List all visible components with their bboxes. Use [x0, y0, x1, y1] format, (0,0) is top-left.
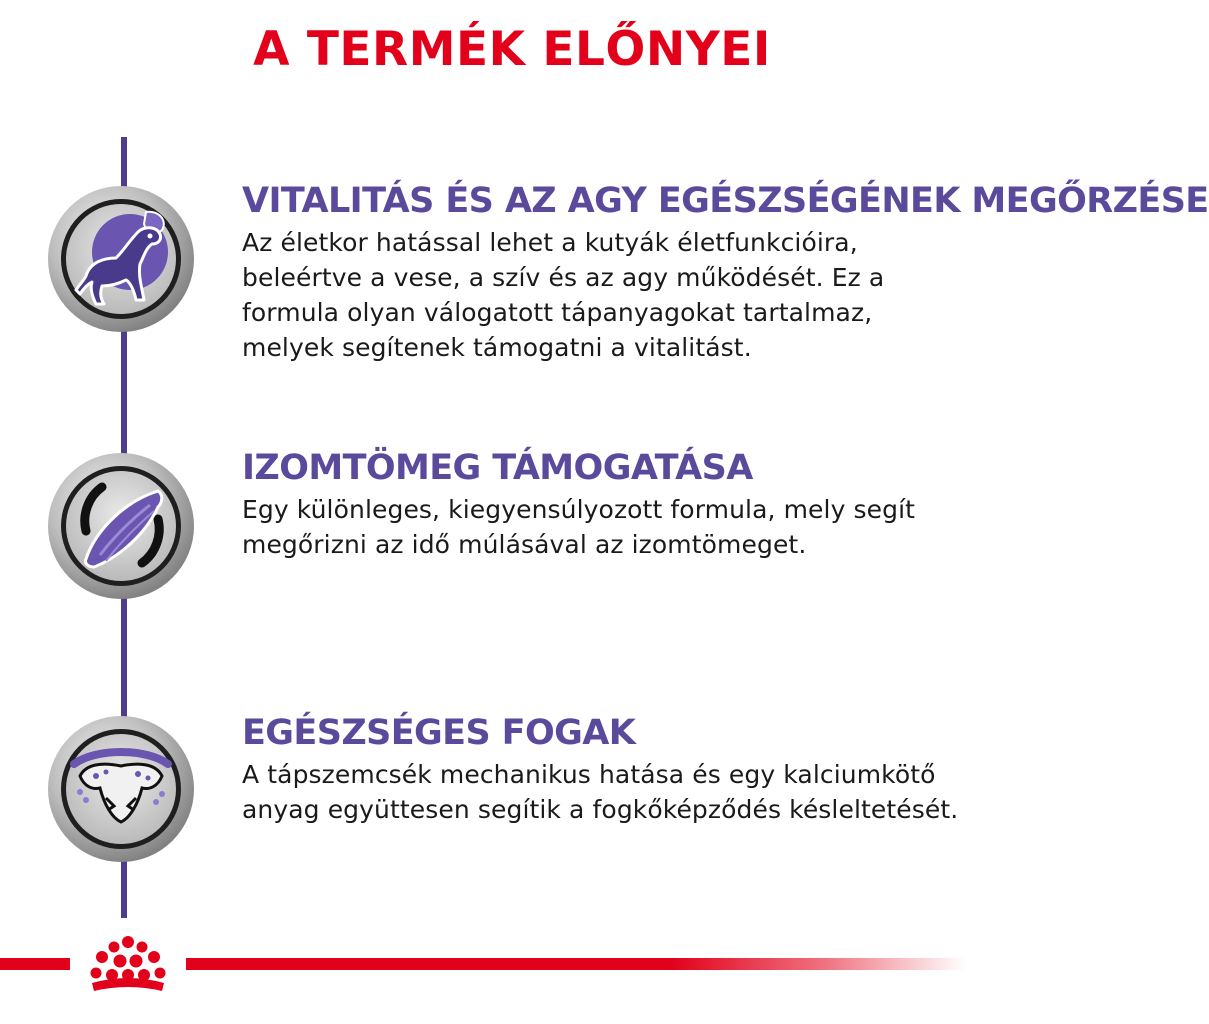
- benefit-heading: IZOMTÖMEG TÁMOGATÁSA: [242, 448, 753, 488]
- timeline-segment: [121, 860, 127, 918]
- benefit-text: Egy különleges, kiegyensúlyozott formula, mely segít megőrizni az idő múlásával az izomtömeget.: [242, 495, 916, 559]
- benefit-teeth: [242, 712, 1012, 827]
- teeth-icon: [46, 714, 196, 864]
- footer-band-left: [0, 958, 70, 970]
- dog-brain-icon: [46, 184, 196, 334]
- muscle-icon: [46, 451, 196, 601]
- benefit-vitality: [242, 180, 1209, 365]
- timeline-segment: [121, 592, 127, 730]
- footer-band-right: [186, 958, 966, 970]
- benefit-text: A tápszemcsék mechanikus hatása és egy kalciumkötő anyag együttesen segítik a fogkőképződés késleltetését.: [242, 760, 959, 824]
- benefit-heading: VITALITÁS ÉS AZ AGY EGÉSZSÉGÉNEK MEGŐRZÉSE: [242, 181, 1209, 221]
- page-title: A TERMÉK ELŐNYEI: [253, 22, 771, 77]
- crown-logo-icon: [70, 933, 186, 997]
- benefit-muscle: [242, 447, 1012, 562]
- benefit-text: Az életkor hatással lehet a kutyák életfunkcióira, beleértve a vese, a szív és az agy működését. Ez a formula olyan válogatott tápanyagokat tartalmaz, melyek segítenek támogatni a vitalitást.: [242, 228, 885, 362]
- benefit-heading: EGÉSZSÉGES FOGAK: [242, 713, 636, 753]
- timeline-segment: [121, 322, 127, 464]
